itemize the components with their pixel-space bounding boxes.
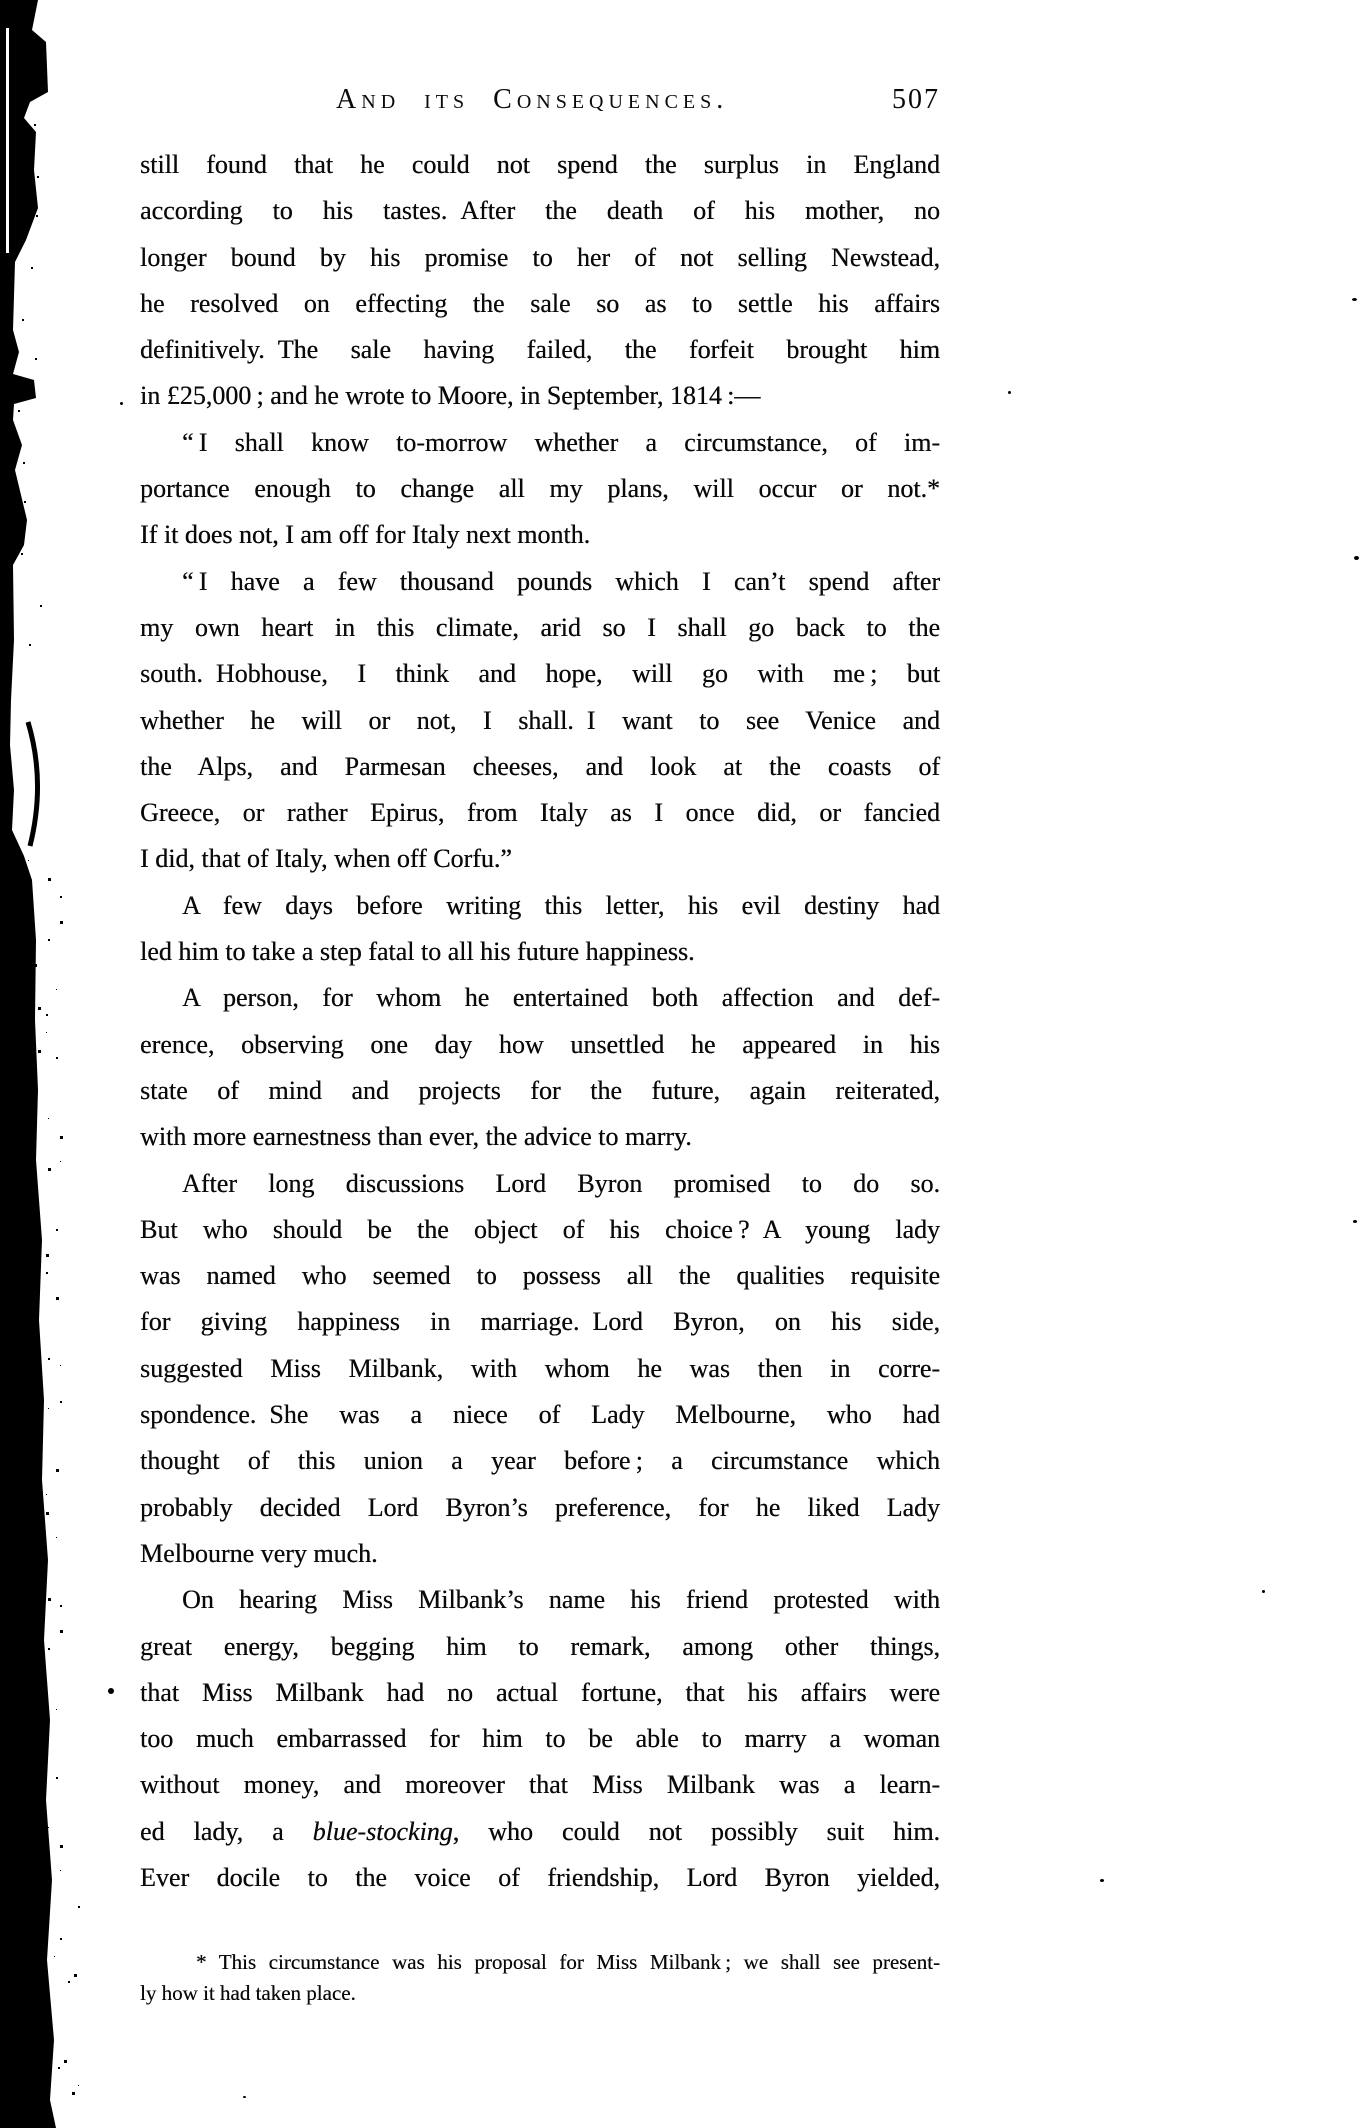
scan-noise — [34, 1444, 36, 1446]
page-number: 507 — [892, 84, 940, 115]
scan-noise — [34, 1204, 35, 1205]
text-line: Greece, or rather Epirus, from Italy as I once did, or fancied — [140, 798, 940, 828]
text-line: A few days before writing this letter, his evil destiny had — [182, 890, 940, 920]
scan-speck — [1008, 391, 1011, 394]
footnote-line: ly how it had taken place. — [140, 1981, 356, 2006]
text-line: Ever docile to the voice of friendship, Lord Byron yielded, — [140, 1862, 940, 1892]
scan-noise — [28, 1580, 29, 1581]
scan-noise — [46, 1734, 48, 1736]
scan-noise — [34, 1562, 36, 1564]
scan-noise — [54, 1956, 55, 1957]
scan-noise — [60, 1401, 62, 1403]
text-line: state of mind and projects for the future, again reiterated, — [140, 1075, 940, 1105]
running-header — [140, 84, 940, 118]
scan-noise — [28, 1426, 31, 1429]
text-line: still found that he could not spend the surplus in England — [140, 150, 940, 179]
scan-noise — [35, 358, 37, 360]
scan-speck — [1262, 1590, 1265, 1593]
scan-noise — [60, 1938, 62, 1940]
scan-noise — [46, 1512, 49, 1515]
scan-noise — [48, 1408, 49, 1409]
scan-noise — [48, 1827, 49, 1828]
scan-speck — [1353, 1220, 1357, 1223]
scan-noise — [78, 1906, 80, 1908]
text-line: in £25,000 ; and he wrote to Moore, in September, 1814 :— — [140, 381, 761, 411]
scan-noise — [60, 1365, 61, 1366]
scan-noise — [46, 1494, 47, 1495]
scan-noise — [48, 939, 50, 941]
scan-noise — [46, 1752, 47, 1753]
scan-noise — [31, 267, 33, 269]
text-line: “ I shall know to-morrow whether a circumstance, of im- — [182, 427, 940, 457]
scan-noise — [46, 1254, 49, 1257]
scan-noise — [34, 124, 36, 126]
scan-noise — [48, 1888, 51, 1891]
scan-noise — [32, 1211, 35, 1214]
text-line: led him to take a step fatal to all his future happiness. — [140, 937, 695, 967]
text-line: On hearing Miss Milbank’s name his friend protested with — [182, 1585, 940, 1615]
scan-noise — [30, 1383, 33, 1386]
scan-noise — [36, 215, 38, 217]
paragraph — [140, 142, 940, 420]
scan-noise — [32, 1555, 35, 1558]
text-line: for giving happiness in marriage. Lord Byron, on his side, — [140, 1307, 940, 1337]
scan-noise — [38, 1476, 40, 1478]
scan-noise — [40, 1931, 43, 1934]
footnote-line: * This circumstance was his proposal for Miss Milbank ; we shall see present- — [196, 1950, 940, 1975]
text-line: that Miss Milbank had no actual fortune, that his affairs were — [140, 1677, 940, 1707]
scan-noise — [72, 2092, 75, 2095]
scan-noise — [16, 20, 18, 22]
text-line: thought of this union a year before ; a circumstance which — [140, 1446, 940, 1476]
text-line: But who should be the object of his choice ? A young lady — [140, 1214, 940, 1244]
scan-noise — [22, 319, 24, 321]
scan-noise — [28, 1100, 30, 1102]
scan-noise — [60, 1161, 61, 1162]
scan-noise — [28, 1820, 30, 1822]
text-line: the Alps, and Parmesan cheeses, and look at the coasts of — [140, 751, 940, 781]
scan-noise — [56, 1709, 57, 1710]
scan-noise — [48, 1598, 51, 1601]
text-segment: ed lady, a — [140, 1816, 313, 1846]
text-line: was named who seemed to possess all the qualities requisite — [140, 1261, 940, 1291]
text-line: definitively. The sale having failed, the forfeit brought him — [140, 335, 940, 365]
paragraph — [140, 975, 940, 1160]
scan-noise — [60, 1630, 63, 1633]
scan-noise — [38, 1759, 41, 1762]
scan-noise — [32, 1784, 33, 1785]
text-line: Melbourne very much. — [140, 1538, 378, 1568]
scan-noise — [30, 1863, 32, 1865]
page-body-text — [140, 142, 940, 1901]
scan-noise — [28, 860, 29, 861]
scan-noise — [38, 1290, 39, 1291]
scan-noise — [34, 1673, 37, 1676]
scan-speck — [1100, 1879, 1104, 1882]
paragraph — [140, 883, 940, 976]
scan-noise — [38, 1050, 41, 1053]
scan-noise — [29, 644, 31, 646]
text-line: A person, for whom he entertained both affection and def- — [182, 983, 940, 1013]
scan-noise — [48, 1168, 51, 1171]
scan-noise — [56, 1297, 59, 1300]
scan-noise — [30, 1143, 32, 1145]
scan-noise — [38, 1519, 40, 1521]
scan-noise — [50, 2024, 52, 2026]
scan-noise — [38, 1007, 41, 1010]
scan-noise — [38, 1247, 39, 1248]
scan-noise — [34, 1802, 37, 1805]
text-line: my own heart in this climate, arid so I shall go back to the — [140, 612, 940, 642]
scan-noise — [60, 921, 63, 924]
text-line: whether he will or not, I shall. I want to see Venice and — [140, 705, 940, 735]
text-line: portance enough to change all my plans, will occur or not.* — [140, 474, 940, 504]
scan-speck — [108, 1688, 114, 1694]
scan-noise — [37, 176, 39, 178]
text-line: suggested Miss Milbank, with whom he was then in corre- — [140, 1353, 940, 1383]
scan-noise — [28, 1186, 30, 1188]
scan-noise — [28, 946, 29, 947]
scan-noise — [40, 605, 42, 607]
scan-noise — [56, 1057, 58, 1059]
text-line: probably decided Lord Byron’s preference, for he liked Lady — [140, 1492, 940, 1522]
scan-noise — [46, 1032, 47, 1033]
scan-noise — [28, 1340, 31, 1343]
text-line: After long discussions Lord Byron promised to do so. — [182, 1168, 940, 1198]
scan-noise — [60, 896, 62, 898]
scan-noise — [60, 1605, 62, 1607]
scan-noise — [48, 1118, 49, 1119]
scan-noise — [46, 1913, 47, 1914]
scan-noise — [34, 964, 37, 967]
scan-noise — [34, 1322, 35, 1323]
scan-speck — [1354, 556, 1359, 560]
scan-noise — [40, 2110, 42, 2112]
scan-noise — [60, 1136, 63, 1139]
scan-noise — [30, 1623, 31, 1624]
scan-noise — [18, 410, 20, 412]
text-line: with more earnestness than ever, the advice to marry. — [140, 1122, 692, 1152]
scan-noise — [74, 1974, 77, 1977]
scan-noise — [48, 1648, 50, 1650]
scan-noise — [48, 1358, 50, 1360]
chapter-title: And its Consequences. — [336, 84, 729, 115]
text-line: too much embarrassed for him to be able to marry a woman — [140, 1724, 940, 1754]
paragraph — [140, 420, 940, 559]
scan-noise — [68, 1981, 70, 1983]
scan-noise — [32, 982, 34, 984]
text-line: I did, that of Italy, when off Corfu.” — [140, 844, 512, 874]
paragraph — [140, 1577, 940, 1901]
text-line: according to his tastes. After the death of his mother, no — [140, 196, 940, 226]
scan-noise — [56, 1777, 58, 1779]
scan-noise — [32, 1075, 33, 1076]
text-line: erence, observing one day how unsettled he appeared in his — [140, 1029, 940, 1059]
scan-speck — [243, 2096, 246, 2098]
scan-noise — [24, 501, 26, 503]
scan-noise — [34, 1093, 37, 1096]
scan-noise — [56, 1537, 57, 1538]
scan-noise — [58, 2067, 60, 2069]
scan-noise — [44, 2042, 45, 2043]
paragraph — [140, 1161, 940, 1578]
paragraph — [140, 559, 940, 883]
scan-noise — [56, 1229, 58, 1231]
scan-noise — [21, 553, 23, 555]
scan-noise — [32, 1451, 33, 1452]
scan-noise — [56, 1469, 59, 1472]
scan-noise — [32, 1691, 34, 1693]
scan-noise — [32, 1315, 34, 1317]
scan-noise — [46, 1272, 48, 1274]
scan-noise — [30, 903, 31, 904]
text-segment: , who could not possibly suit him. — [452, 1816, 940, 1846]
scan-noise — [30, 2017, 33, 2020]
footnote — [140, 1947, 940, 2009]
text-line: “ I have a few thousand pounds which I can’t spend after — [182, 566, 940, 596]
italic-text: blue-stocking — [312, 1816, 453, 1846]
scan-noise — [36, 1999, 37, 2000]
scan-noise — [46, 1014, 48, 1016]
scan-noise — [56, 989, 57, 990]
text-line: great energy, begging him to remark, among other things, — [140, 1631, 940, 1661]
text-line: without money, and moreover that Miss Milbank was a learn- — [140, 1770, 940, 1800]
scan-noise — [48, 878, 51, 881]
scan-noise — [23, 462, 25, 464]
scan-noise — [27, 72, 29, 74]
page-content — [140, 84, 940, 2009]
scan-speck — [1352, 298, 1357, 301]
scan-speck — [120, 402, 123, 405]
text-line: spondence. She was a niece of Lady Melbourne, who had — [140, 1400, 940, 1430]
scan-noise — [64, 2060, 67, 2063]
scan-noise — [38, 1716, 41, 1719]
text-line: longer bound by his promise to her of not selling Newstead, — [140, 242, 940, 272]
text-line: If it does not, I am off for Italy next month. — [140, 520, 591, 550]
scan-border-artifact — [0, 0, 120, 2128]
scan-noise — [78, 2085, 79, 2086]
scan-noise — [60, 1845, 63, 1848]
text-line: south. Hobhouse, I think and hope, will go with me ; but — [140, 659, 940, 689]
scan-noise — [60, 1870, 61, 1871]
scan-noise — [28, 1666, 29, 1667]
text-line — [140, 1809, 940, 1855]
text-line: he resolved on effecting the sale so as to settle his affairs — [140, 288, 940, 318]
